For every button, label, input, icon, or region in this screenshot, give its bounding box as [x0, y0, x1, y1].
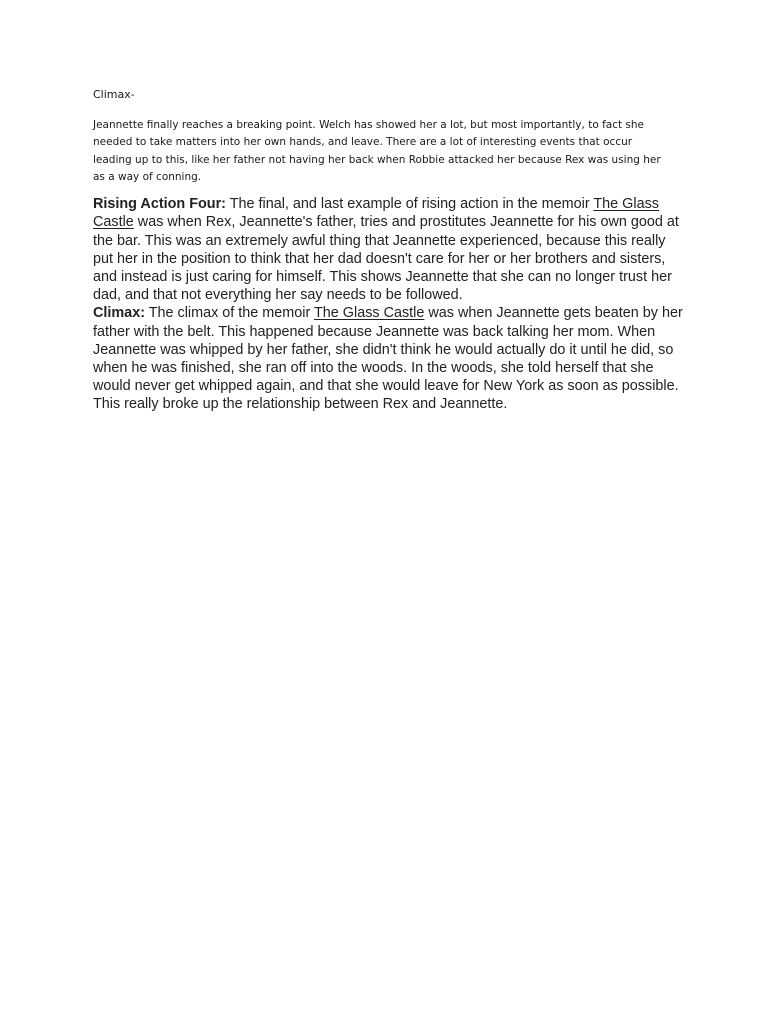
climax-paragraph — [93, 304, 683, 413]
climax-book-title: The Glass Castle — [314, 305, 425, 322]
rising-action-label: Rising Action Four: — [93, 196, 226, 213]
rising-action-text-before: The final, and last example of rising action in the memoir — [225, 196, 594, 213]
intro-paragraph: Jeannette finally reaches a breaking point. Welch has showed her a lot, but most importantly, to fact she needed to take matters into her own hands, and leave. There are a lot of interesting events that occur leading up to this, like her father not having her back when Robbie attacked her because Rex was using her as a way of conning. — [93, 119, 661, 183]
climax-text-before: The climax of the memoir — [144, 305, 315, 322]
section-heading: Climax- — [93, 88, 135, 101]
document-page — [93, 86, 683, 414]
rising-action-paragraph — [93, 195, 683, 304]
rising-action-text-after: was when Rex, Jeannette's father, tries and prostitutes Jeannette for his own good at the bar. This was an extremely awful thing that Jeannette experienced, because this really put her in the position to think that her dad doesn't care for her or her brothers and sisters, and instead is just caring for himself. This shows Jeannette that she can no longer trust her dad, and that not everything her say needs to be followed. — [93, 214, 679, 304]
climax-label: Climax: — [93, 305, 145, 322]
climax-text-after: was when Jeannette gets beaten by her father with the belt. This happened because Jeannette was back talking her mom. When Jeannette was whipped by her father, she didn't think he would actually do it until he did, so when he was finished, she ran off into the woods. In the woods, she told herself that she would never get whipped again, and that she would leave for New York as soon as possible. This really broke up the relationship between Rex and Jeannette. — [93, 305, 683, 413]
rising-action-book-title: The Glass Castle — [93, 196, 659, 231]
